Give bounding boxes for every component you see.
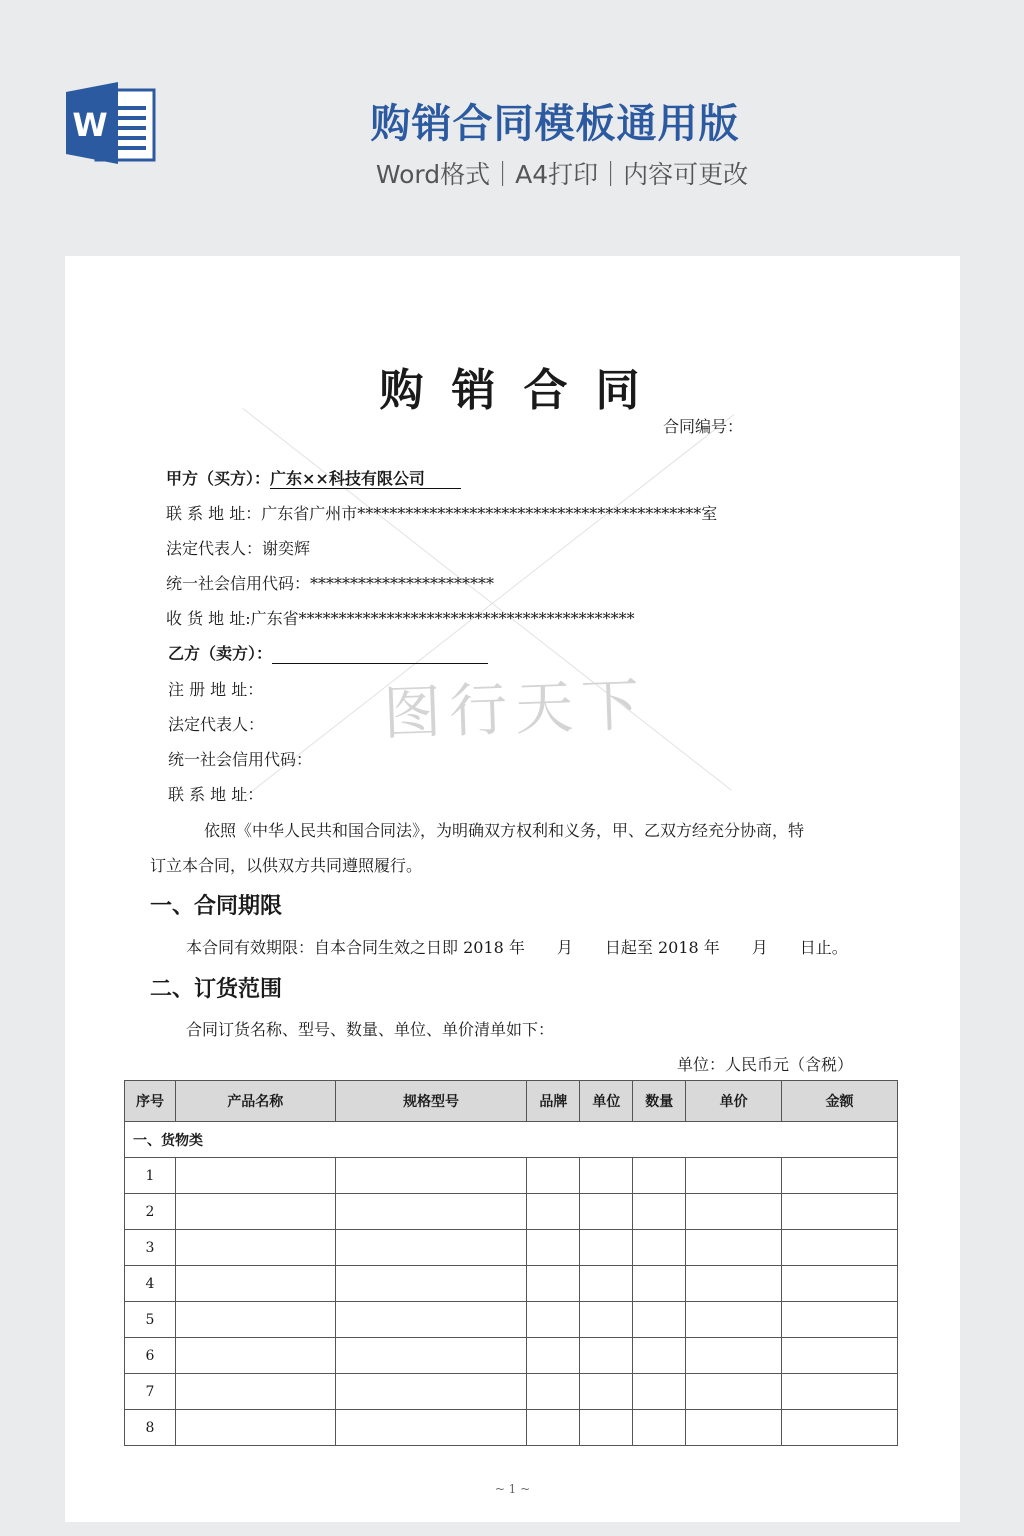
table-cell[interactable] (686, 1410, 782, 1446)
page-number: ~ 1 ~ (494, 1482, 531, 1496)
row-number-cell: 8 (125, 1410, 176, 1446)
party-a-delivery-label: 收 货 地 址: (166, 609, 251, 628)
party-a-credit-row (166, 571, 494, 594)
table-cell[interactable] (633, 1230, 686, 1266)
table-cell[interactable] (527, 1410, 580, 1446)
table-cell[interactable] (580, 1266, 633, 1302)
party-a-label: 甲方（买方）： (166, 469, 271, 488)
table-row (125, 1302, 898, 1338)
party-a-delivery: 广东省****************************************** (250, 609, 635, 628)
table-row (125, 1266, 898, 1302)
header-cell: 单价 (686, 1081, 782, 1122)
table-cell[interactable] (175, 1158, 335, 1194)
watermark-text: 图行天下 (382, 670, 649, 748)
table-cell[interactable] (782, 1410, 898, 1446)
table-cell[interactable] (633, 1338, 686, 1374)
table-cell[interactable] (175, 1410, 335, 1446)
table-cell[interactable] (527, 1302, 580, 1338)
party-b-reg-address-label: 注 册 地 址： (168, 680, 264, 699)
party-a-credit: *********************** (310, 574, 495, 593)
table-cell[interactable] (527, 1230, 580, 1266)
party-a-rep-row (166, 536, 310, 559)
goods-table (124, 1080, 898, 1446)
table-row (125, 1410, 898, 1446)
party-a-rep-label: 法定代表人： (166, 539, 263, 558)
party-a-address-row (166, 501, 717, 524)
header-cell: 数量 (633, 1081, 686, 1122)
table-cell[interactable] (175, 1374, 335, 1410)
category-cell: 一、货物类 (125, 1122, 898, 1158)
row-number-cell: 4 (125, 1266, 176, 1302)
template-title: 购销合同模板通用版 (370, 101, 740, 147)
table-cell[interactable] (633, 1410, 686, 1446)
row-number-cell: 5 (125, 1302, 176, 1338)
table-cell[interactable] (335, 1158, 527, 1194)
table-cell[interactable] (686, 1158, 782, 1194)
table-cell[interactable] (580, 1158, 633, 1194)
row-number-cell: 7 (125, 1374, 176, 1410)
table-cell[interactable] (782, 1194, 898, 1230)
party-a-address-label: 联 系 地 址： (166, 504, 262, 523)
header-cell: 品牌 (527, 1081, 580, 1122)
table-cell[interactable] (580, 1194, 633, 1230)
table-cell[interactable] (175, 1194, 335, 1230)
row-number-cell: 3 (125, 1230, 176, 1266)
table-row (125, 1194, 898, 1230)
intro-line-1: 依照《中华人民共和国合同法》，为明确双方权利和义务，甲、乙双方经充分协商，特 (204, 821, 805, 840)
table-cell[interactable] (527, 1194, 580, 1230)
table-cell[interactable] (686, 1230, 782, 1266)
table-cell[interactable] (335, 1374, 527, 1410)
table-cell[interactable] (335, 1194, 527, 1230)
table-cell[interactable] (686, 1374, 782, 1410)
intro-line-2: 订立本合同，以供双方共同遵照履行。 (150, 856, 423, 875)
table-cell[interactable] (633, 1194, 686, 1230)
party-b-name-blank[interactable] (272, 647, 488, 664)
table-cell[interactable] (686, 1194, 782, 1230)
table-cell[interactable] (335, 1266, 527, 1302)
table-row (125, 1374, 898, 1410)
category-row (125, 1122, 898, 1158)
table-cell[interactable] (335, 1338, 527, 1374)
table-row (125, 1158, 898, 1194)
table-cell[interactable] (335, 1302, 527, 1338)
table-cell[interactable] (686, 1302, 782, 1338)
row-number-cell: 1 (125, 1158, 176, 1194)
table-cell[interactable] (782, 1338, 898, 1374)
party-a-credit-label: 统一社会信用代码： (166, 574, 311, 593)
svg-text:W: W (72, 106, 108, 144)
table-cell[interactable] (782, 1158, 898, 1194)
party-b-rep-label: 法定代表人： (168, 715, 265, 734)
table-cell[interactable] (580, 1374, 633, 1410)
row-number-cell: 2 (125, 1194, 176, 1230)
table-row (125, 1230, 898, 1266)
table-cell[interactable] (527, 1266, 580, 1302)
table-cell[interactable] (782, 1302, 898, 1338)
table-cell[interactable] (175, 1302, 335, 1338)
template-subtitle: Word格式｜A4打印｜内容可更改 (375, 160, 749, 189)
table-cell[interactable] (686, 1266, 782, 1302)
header-cell: 规格型号 (335, 1081, 527, 1122)
document-page (65, 256, 960, 1522)
currency-unit-note: 单位：人民币元（含税） (677, 1055, 854, 1074)
table-cell[interactable] (686, 1338, 782, 1374)
section-1-heading: 一、合同期限 (150, 893, 283, 919)
header-cell: 单位 (580, 1081, 633, 1122)
table-cell[interactable] (527, 1158, 580, 1194)
contract-number-label: 合同编号： (663, 417, 744, 436)
table-cell[interactable] (782, 1266, 898, 1302)
table-cell[interactable] (633, 1266, 686, 1302)
table-header-row (125, 1081, 898, 1122)
section-2-text: 合同订货名称、型号、数量、单位、单价清单如下： (186, 1020, 555, 1039)
section-1-text: 本合同有效期限：自本合同生效之日即 2018 年 月 日起至 2018 年 月 日止。 (186, 938, 848, 957)
party-a-row (166, 466, 461, 489)
header-cell: 序号 (125, 1081, 176, 1122)
table-cell[interactable] (527, 1374, 580, 1410)
party-b-address-label: 联 系 地 址： (168, 785, 264, 804)
table-cell[interactable] (633, 1302, 686, 1338)
table-cell[interactable] (335, 1230, 527, 1266)
party-b-row (168, 641, 488, 664)
table-cell[interactable] (580, 1338, 633, 1374)
header-cell: 产品名称 (175, 1081, 335, 1122)
table-row (125, 1338, 898, 1374)
table-cell[interactable] (782, 1374, 898, 1410)
party-b-label: 乙方（卖方）： (168, 644, 273, 663)
party-a-name: 广东××科技有限公司 (270, 469, 461, 489)
section-2-heading: 二、订货范围 (150, 976, 283, 1002)
header-cell: 金额 (782, 1081, 898, 1122)
table-cell[interactable] (580, 1230, 633, 1266)
table-cell[interactable] (527, 1338, 580, 1374)
table-cell[interactable] (580, 1302, 633, 1338)
table-cell[interactable] (175, 1338, 335, 1374)
document-title: 购销合同 (379, 365, 668, 416)
table-cell[interactable] (580, 1410, 633, 1446)
table-cell[interactable] (633, 1158, 686, 1194)
table-cell[interactable] (782, 1230, 898, 1266)
table-cell[interactable] (175, 1266, 335, 1302)
table-cell[interactable] (335, 1410, 527, 1446)
party-a-delivery-row (166, 606, 635, 629)
party-a-rep: 谢奕辉 (262, 539, 311, 558)
row-number-cell: 6 (125, 1338, 176, 1374)
table-cell[interactable] (633, 1374, 686, 1410)
party-a-address: 广东省广州市*******************************************室 (261, 504, 718, 523)
table-cell[interactable] (175, 1230, 335, 1266)
party-b-credit-label: 统一社会信用代码： (168, 750, 313, 769)
